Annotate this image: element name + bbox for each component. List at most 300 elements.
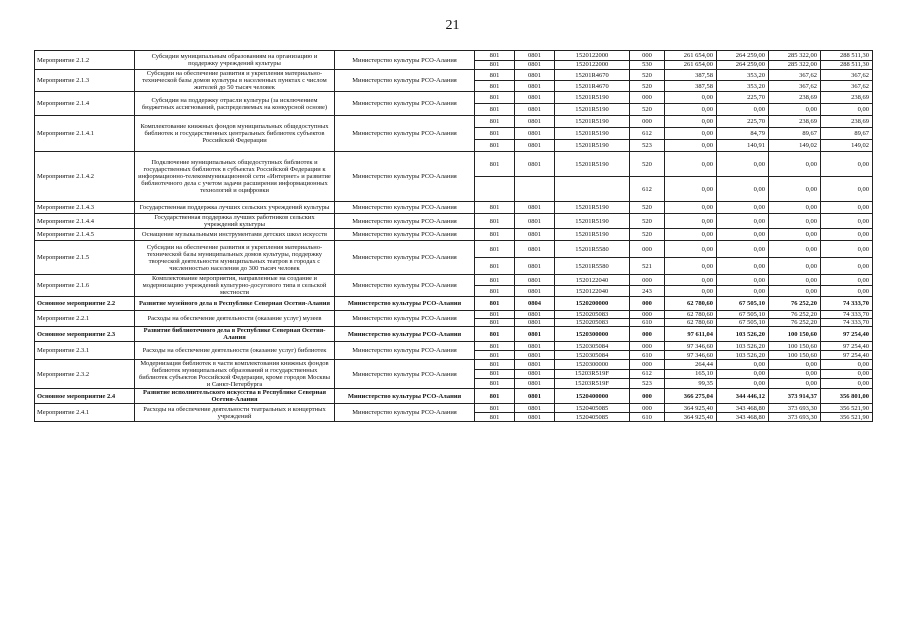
amount-cell: 225,70 xyxy=(717,116,769,128)
amount-cell: 343 468,80 xyxy=(717,413,769,422)
measure-name: Мероприятие 2.4.1 xyxy=(35,404,135,422)
amount-cell: 264,44 xyxy=(665,360,717,370)
code-cell: 1520122000 xyxy=(555,60,630,70)
amount-cell: 225,70 xyxy=(717,92,769,104)
amount-cell: 364 925,40 xyxy=(665,404,717,413)
code-cell: 520 xyxy=(630,152,665,177)
code-cell: 1520305084 xyxy=(555,351,630,360)
code-cell: 0801 xyxy=(515,214,555,229)
amount-cell: 0,00 xyxy=(769,369,821,379)
code-cell: 15203R519F xyxy=(555,379,630,389)
amount-cell: 364 925,40 xyxy=(665,413,717,422)
table-row xyxy=(35,404,873,413)
amount-cell: 0,00 xyxy=(821,369,873,379)
ministry: Министерство культуры РСО-Алания xyxy=(335,241,475,275)
amount-cell: 103 526,20 xyxy=(717,327,769,342)
code-cell: 15201R5190 xyxy=(555,128,630,140)
amount-cell: 285 322,00 xyxy=(769,60,821,70)
code-cell: 801 xyxy=(475,202,515,214)
code-cell: 0801 xyxy=(515,128,555,140)
code-cell: 0801 xyxy=(515,286,555,297)
measure-name: Мероприятие 2.1.4 xyxy=(35,92,135,116)
code-cell: 801 xyxy=(475,140,515,152)
measure-name: Мероприятие 2.1.2 xyxy=(35,51,135,70)
table-row xyxy=(35,327,873,342)
code-cell: 0801 xyxy=(515,104,555,116)
amount-cell: 0,00 xyxy=(665,202,717,214)
measure-name: Основное мероприятие 2.3 xyxy=(35,327,135,342)
amount-cell: 89,67 xyxy=(821,128,873,140)
measure-name: Мероприятие 2.2.1 xyxy=(35,311,135,327)
code-cell: 0801 xyxy=(515,413,555,422)
amount-cell: 97 254,40 xyxy=(821,351,873,360)
measure-name: Основное мероприятие 2.2 xyxy=(35,297,135,311)
amount-cell: 0,00 xyxy=(717,379,769,389)
measure-description: Субсидии на обеспечение развития и укрепления материально-технической базы муниципальных домов культуры, поддержку творческой деятельности муниципальных театров в городах с численностью населения до 300 тысяч человек xyxy=(135,241,335,275)
measure-description: Развитие библиотечного дела в Республике Северная Осетия-Алания xyxy=(135,327,335,342)
amount-cell: 0,00 xyxy=(769,152,821,177)
amount-cell: 367,62 xyxy=(821,70,873,81)
amount-cell: 0,00 xyxy=(665,177,717,202)
amount-cell: 149,02 xyxy=(769,140,821,152)
table-row xyxy=(35,214,873,229)
amount-cell: 238,69 xyxy=(821,92,873,104)
amount-cell: 0,00 xyxy=(665,241,717,258)
ministry: Министерство культуры РСО-Алания xyxy=(335,202,475,214)
amount-cell: 100 150,60 xyxy=(769,342,821,351)
amount-cell: 356 521,90 xyxy=(821,413,873,422)
code-cell: 801 xyxy=(475,351,515,360)
amount-cell: 0,00 xyxy=(769,241,821,258)
code-cell: 801 xyxy=(475,229,515,241)
amount-cell: 373 693,30 xyxy=(769,413,821,422)
amount-cell: 238,69 xyxy=(769,92,821,104)
table-row xyxy=(35,70,873,81)
amount-cell: 0,00 xyxy=(769,258,821,275)
code-cell: 15201R5190 xyxy=(555,229,630,241)
amount-cell: 0,00 xyxy=(717,286,769,297)
code-cell: 1520122040 xyxy=(555,275,630,286)
code-cell xyxy=(555,177,630,202)
table-row xyxy=(35,92,873,104)
ministry: Министерство культуры РСО-Алания xyxy=(335,404,475,422)
ministry: Министерство культуры РСО-Алания xyxy=(335,152,475,202)
amount-cell: 0,00 xyxy=(665,258,717,275)
code-cell: 0801 xyxy=(515,404,555,413)
amount-cell: 62 780,60 xyxy=(665,297,717,311)
amount-cell: 0,00 xyxy=(665,128,717,140)
amount-cell: 0,00 xyxy=(717,229,769,241)
amount-cell: 0,00 xyxy=(717,360,769,370)
code-cell: 801 xyxy=(475,70,515,81)
code-cell: 1520300000 xyxy=(555,327,630,342)
ministry: Министерство культуры РСО-Алания xyxy=(335,116,475,152)
code-cell: 520 xyxy=(630,229,665,241)
code-cell: 15201R4670 xyxy=(555,81,630,92)
amount-cell: 0,00 xyxy=(769,275,821,286)
amount-cell: 0,00 xyxy=(821,104,873,116)
code-cell: 1520400000 xyxy=(555,389,630,404)
code-cell: 801 xyxy=(475,389,515,404)
amount-cell: 100 150,60 xyxy=(769,327,821,342)
amount-cell: 261 654,00 xyxy=(665,60,717,70)
amount-cell: 238,69 xyxy=(769,116,821,128)
code-cell: 801 xyxy=(475,258,515,275)
code-cell: 801 xyxy=(475,404,515,413)
code-cell: 0801 xyxy=(515,369,555,379)
code-cell: 15201R5190 xyxy=(555,104,630,116)
amount-cell: 0,00 xyxy=(821,241,873,258)
code-cell: 801 xyxy=(475,128,515,140)
measure-description: Развитие исполнительского искусства в Республике Северная Осетия-Алания xyxy=(135,389,335,404)
amount-cell: 344 446,12 xyxy=(717,389,769,404)
code-cell: 520 xyxy=(630,70,665,81)
amount-cell: 0,00 xyxy=(821,229,873,241)
code-cell: 000 xyxy=(630,275,665,286)
measure-description: Подключение муниципальных общедоступных библиотек и государственных библиотек в субъектах Российской Федерации к информационно-телекоммуникационной сети «Интернет» и развитие библиотечного дела с учетом задачи расширения информационных технологий и оцифровки xyxy=(135,152,335,202)
amount-cell: 62 780,60 xyxy=(665,311,717,319)
code-cell: 0801 xyxy=(515,319,555,327)
amount-cell: 76 252,20 xyxy=(769,319,821,327)
amount-cell: 288 511,30 xyxy=(821,51,873,61)
amount-cell: 238,69 xyxy=(821,116,873,128)
code-cell: 0801 xyxy=(515,152,555,177)
amount-cell: 74 333,70 xyxy=(821,311,873,319)
code-cell: 801 xyxy=(475,360,515,370)
measure-description: Субсидии на поддержку отрасли культуры (за исключением бюджетных ассигнований, распределяемых на конкурсной основе) xyxy=(135,92,335,116)
code-cell: 801 xyxy=(475,241,515,258)
code-cell: 000 xyxy=(630,342,665,351)
amount-cell: 0,00 xyxy=(665,214,717,229)
code-cell: 801 xyxy=(475,311,515,319)
amount-cell: 99,35 xyxy=(665,379,717,389)
amount-cell: 0,00 xyxy=(821,202,873,214)
code-cell: 801 xyxy=(475,116,515,128)
amount-cell: 367,62 xyxy=(769,70,821,81)
amount-cell: 67 505,10 xyxy=(717,319,769,327)
amount-cell: 76 252,20 xyxy=(769,297,821,311)
amount-cell: 76 252,20 xyxy=(769,311,821,319)
measure-description: Комплектование книжных фондов муниципальных общедоступных библиотек и государственных центральных библиотек субъектов Российской Федерации xyxy=(135,116,335,152)
amount-cell: 0,00 xyxy=(717,214,769,229)
code-cell: 15201R5580 xyxy=(555,241,630,258)
code-cell: 1520405085 xyxy=(555,404,630,413)
amount-cell: 353,20 xyxy=(717,70,769,81)
amount-cell: 0,00 xyxy=(665,116,717,128)
amount-cell: 140,91 xyxy=(717,140,769,152)
amount-cell: 353,20 xyxy=(717,81,769,92)
code-cell: 000 xyxy=(630,360,665,370)
amount-cell: 373 914,37 xyxy=(769,389,821,404)
table-row xyxy=(35,229,873,241)
code-cell: 243 xyxy=(630,286,665,297)
code-cell: 000 xyxy=(630,116,665,128)
code-cell: 15203R519F xyxy=(555,369,630,379)
ministry: Министерство культуры РСО-Алания xyxy=(335,229,475,241)
code-cell: 000 xyxy=(630,404,665,413)
code-cell: 801 xyxy=(475,275,515,286)
code-cell: 801 xyxy=(475,214,515,229)
amount-cell: 0,00 xyxy=(821,152,873,177)
measure-description: Субсидии муниципальным образованиям на организацию и поддержку учреждений культуры xyxy=(135,51,335,70)
code-cell: 801 xyxy=(475,104,515,116)
amount-cell: 0,00 xyxy=(821,275,873,286)
amount-cell: 288 511,30 xyxy=(821,60,873,70)
code-cell: 1520300000 xyxy=(555,360,630,370)
code-cell: 0801 xyxy=(515,258,555,275)
code-cell: 1520200000 xyxy=(555,297,630,311)
amount-cell: 97 346,60 xyxy=(665,351,717,360)
amount-cell: 0,00 xyxy=(665,152,717,177)
code-cell: 801 xyxy=(475,319,515,327)
code-cell: 610 xyxy=(630,351,665,360)
code-cell: 801 xyxy=(475,152,515,177)
amount-cell: 0,00 xyxy=(769,229,821,241)
code-cell: 1520205083 xyxy=(555,319,630,327)
table-row xyxy=(35,342,873,351)
code-cell: 0801 xyxy=(515,241,555,258)
code-cell: 0801 xyxy=(515,379,555,389)
amount-cell: 0,00 xyxy=(717,104,769,116)
table-row xyxy=(35,311,873,319)
ministry: Министерство культуры РСО-Алания xyxy=(335,297,475,311)
table-row xyxy=(35,275,873,286)
code-cell: 530 xyxy=(630,60,665,70)
code-cell: 1520122000 xyxy=(555,51,630,61)
amount-cell: 366 275,04 xyxy=(665,389,717,404)
code-cell: 000 xyxy=(630,51,665,61)
amount-cell: 0,00 xyxy=(665,92,717,104)
amount-cell: 0,00 xyxy=(665,104,717,116)
measure-name: Мероприятие 2.1.6 xyxy=(35,275,135,297)
amount-cell: 67 505,10 xyxy=(717,297,769,311)
code-cell: 610 xyxy=(630,413,665,422)
amount-cell: 0,00 xyxy=(717,202,769,214)
code-cell: 0804 xyxy=(515,297,555,311)
code-cell: 801 xyxy=(475,327,515,342)
measure-description: Комплектование мероприятия, направленные на создание и модернизацию учреждений культурно-досугового типа в сельской местности xyxy=(135,275,335,297)
code-cell: 520 xyxy=(630,81,665,92)
amount-cell: 97 254,40 xyxy=(821,327,873,342)
ministry: Министерство культуры РСО-Алания xyxy=(335,360,475,389)
measure-description: Государственная поддержка лучших работников сельских учреждений культуры xyxy=(135,214,335,229)
ministry: Министерство культуры РСО-Алания xyxy=(335,327,475,342)
amount-cell: 285 322,00 xyxy=(769,51,821,61)
table-row xyxy=(35,116,873,128)
ministry: Министерство культуры РСО-Алания xyxy=(335,389,475,404)
code-cell: 801 xyxy=(475,51,515,61)
measure-name: Мероприятие 2.1.5 xyxy=(35,241,135,275)
ministry: Министерство культуры РСО-Алания xyxy=(335,275,475,297)
code-cell: 000 xyxy=(630,297,665,311)
amount-cell: 0,00 xyxy=(717,258,769,275)
amount-cell: 356 801,00 xyxy=(821,389,873,404)
measure-name: Мероприятие 2.1.4.1 xyxy=(35,116,135,152)
amount-cell: 0,00 xyxy=(821,360,873,370)
measure-description: Субсидии на обеспечение развития и укрепления материально-технической базы домов культуры в населенных пунктах с числом жителей до 50 тысяч человек xyxy=(135,70,335,92)
measure-name: Мероприятие 2.3.1 xyxy=(35,342,135,360)
table-row xyxy=(35,297,873,311)
measure-description: Расходы на обеспечение деятельности (оказание услуг) музеев xyxy=(135,311,335,327)
amount-cell: 0,00 xyxy=(665,286,717,297)
table-row xyxy=(35,51,873,61)
code-cell: 000 xyxy=(630,327,665,342)
code-cell: 15201R5190 xyxy=(555,140,630,152)
code-cell: 15201R5580 xyxy=(555,258,630,275)
code-cell: 520 xyxy=(630,202,665,214)
amount-cell: 264 259,00 xyxy=(717,60,769,70)
amount-cell: 0,00 xyxy=(717,241,769,258)
code-cell: 0801 xyxy=(515,360,555,370)
amount-cell: 0,00 xyxy=(821,214,873,229)
code-cell: 612 xyxy=(630,369,665,379)
code-cell: 0801 xyxy=(515,342,555,351)
amount-cell: 0,00 xyxy=(717,152,769,177)
amount-cell: 62 780,60 xyxy=(665,319,717,327)
amount-cell: 97 346,60 xyxy=(665,342,717,351)
amount-cell: 0,00 xyxy=(821,379,873,389)
measure-name: Мероприятие 2.1.4.2 xyxy=(35,152,135,202)
code-cell xyxy=(515,177,555,202)
amount-cell: 0,00 xyxy=(769,379,821,389)
measure-name: Мероприятие 2.1.4.5 xyxy=(35,229,135,241)
code-cell: 612 xyxy=(630,177,665,202)
code-cell: 801 xyxy=(475,81,515,92)
code-cell: 520 xyxy=(630,104,665,116)
code-cell: 523 xyxy=(630,379,665,389)
code-cell: 15201R5190 xyxy=(555,92,630,104)
amount-cell: 367,62 xyxy=(821,81,873,92)
measure-description: Модернизация библиотек в части комплектования книжных фондов библиотек муниципальных образований и государственных библиотек субъектов Российской Федерации, кроме городов Москвы и Санкт-Петербурга xyxy=(135,360,335,389)
measure-description: Государственная поддержка лучших сельских учреждений культуры xyxy=(135,202,335,214)
code-cell: 610 xyxy=(630,319,665,327)
code-cell: 0801 xyxy=(515,389,555,404)
amount-cell: 264 259,00 xyxy=(717,51,769,61)
code-cell: 0801 xyxy=(515,275,555,286)
amount-cell: 0,00 xyxy=(769,177,821,202)
code-cell: 801 xyxy=(475,342,515,351)
amount-cell: 0,00 xyxy=(821,177,873,202)
table-row xyxy=(35,241,873,258)
code-cell: 0801 xyxy=(515,60,555,70)
code-cell: 801 xyxy=(475,379,515,389)
amount-cell: 103 526,20 xyxy=(717,351,769,360)
code-cell: 0801 xyxy=(515,202,555,214)
code-cell: 0801 xyxy=(515,327,555,342)
ministry: Министерство культуры РСО-Алания xyxy=(335,92,475,116)
amount-cell: 356 521,90 xyxy=(821,404,873,413)
code-cell: 801 xyxy=(475,92,515,104)
code-cell: 801 xyxy=(475,369,515,379)
code-cell: 801 xyxy=(475,297,515,311)
code-cell: 801 xyxy=(475,413,515,422)
measure-description: Расходы на обеспечение деятельности театральных и концертных учреждений xyxy=(135,404,335,422)
code-cell xyxy=(475,177,515,202)
amount-cell: 0,00 xyxy=(769,104,821,116)
table-row xyxy=(35,360,873,370)
code-cell: 000 xyxy=(630,92,665,104)
amount-cell: 0,00 xyxy=(821,258,873,275)
amount-cell: 0,00 xyxy=(717,369,769,379)
code-cell: 1520405085 xyxy=(555,413,630,422)
amount-cell: 0,00 xyxy=(769,360,821,370)
code-cell: 000 xyxy=(630,241,665,258)
code-cell: 0801 xyxy=(515,51,555,61)
amount-cell: 0,00 xyxy=(717,275,769,286)
code-cell: 801 xyxy=(475,60,515,70)
amount-cell: 84,79 xyxy=(717,128,769,140)
measure-description: Оснащение музыкальными инструментами детских школ искусств xyxy=(135,229,335,241)
amount-cell: 74 333,70 xyxy=(821,319,873,327)
code-cell: 0801 xyxy=(515,229,555,241)
amount-cell: 0,00 xyxy=(665,229,717,241)
ministry: Министерство культуры РСО-Алания xyxy=(335,342,475,360)
code-cell: 0801 xyxy=(515,116,555,128)
page-number: 21 xyxy=(445,18,460,33)
amount-cell: 89,67 xyxy=(769,128,821,140)
amount-cell: 67 505,10 xyxy=(717,311,769,319)
amount-cell: 165,10 xyxy=(665,369,717,379)
code-cell: 0801 xyxy=(515,70,555,81)
budget-table xyxy=(34,50,873,422)
amount-cell: 149,02 xyxy=(821,140,873,152)
amount-cell: 373 693,30 xyxy=(769,404,821,413)
amount-cell: 0,00 xyxy=(717,177,769,202)
code-cell: 1520205083 xyxy=(555,311,630,319)
amount-cell: 0,00 xyxy=(821,286,873,297)
code-cell: 0801 xyxy=(515,311,555,319)
measure-name: Мероприятие 2.1.4.4 xyxy=(35,214,135,229)
amount-cell: 261 654,00 xyxy=(665,51,717,61)
code-cell: 15201R5190 xyxy=(555,152,630,177)
ministry: Министерство культуры РСО-Алания xyxy=(335,70,475,92)
table-row xyxy=(35,152,873,177)
measure-name: Мероприятие 2.1.3 xyxy=(35,70,135,92)
ministry: Министерство культуры РСО-Алания xyxy=(335,51,475,70)
code-cell: 801 xyxy=(475,286,515,297)
amount-cell: 0,00 xyxy=(665,275,717,286)
amount-cell: 0,00 xyxy=(769,214,821,229)
code-cell: 521 xyxy=(630,258,665,275)
table-row xyxy=(35,389,873,404)
code-cell: 15201R4670 xyxy=(555,70,630,81)
amount-cell: 343 468,80 xyxy=(717,404,769,413)
amount-cell: 387,58 xyxy=(665,81,717,92)
amount-cell: 0,00 xyxy=(665,140,717,152)
table-row xyxy=(35,202,873,214)
amount-cell: 100 150,60 xyxy=(769,351,821,360)
amount-cell: 387,58 xyxy=(665,70,717,81)
code-cell: 15201R5190 xyxy=(555,116,630,128)
amount-cell: 367,62 xyxy=(769,81,821,92)
measure-description: Развитие музейного дела в Республике Северная Осетия-Алания xyxy=(135,297,335,311)
code-cell: 1520305084 xyxy=(555,342,630,351)
code-cell: 612 xyxy=(630,128,665,140)
code-cell: 0801 xyxy=(515,140,555,152)
measure-name: Мероприятие 2.3.2 xyxy=(35,360,135,389)
code-cell: 0801 xyxy=(515,81,555,92)
measure-name: Основное мероприятие 2.4 xyxy=(35,389,135,404)
code-cell: 15201R5190 xyxy=(555,202,630,214)
measure-description: Расходы на обеспечение деятельности (оказание услуг) библиотек xyxy=(135,342,335,360)
amount-cell: 0,00 xyxy=(769,202,821,214)
code-cell: 000 xyxy=(630,311,665,319)
code-cell: 15201R5190 xyxy=(555,214,630,229)
amount-cell: 103 526,20 xyxy=(717,342,769,351)
measure-name: Мероприятие 2.1.4.3 xyxy=(35,202,135,214)
code-cell: 1520122040 xyxy=(555,286,630,297)
ministry: Министерство культуры РСО-Алания xyxy=(335,214,475,229)
